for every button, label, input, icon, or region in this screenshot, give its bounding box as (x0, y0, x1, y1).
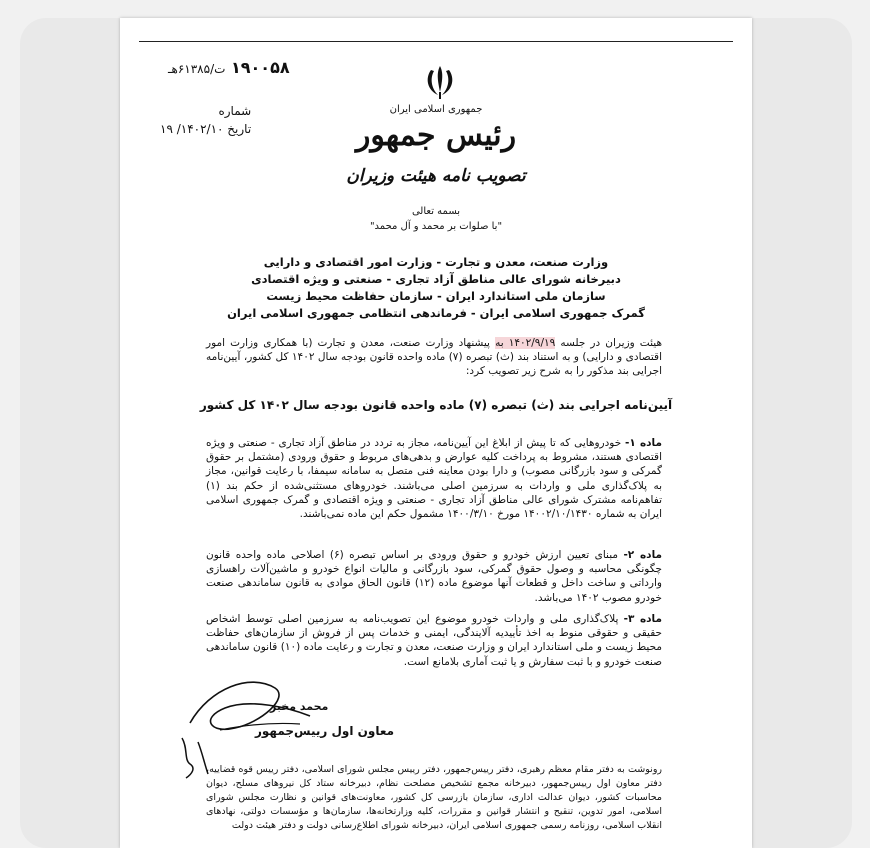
letter-number (168, 58, 290, 77)
cc-distribution: رونوشت به دفتر مقام معظم رهبری، دفتر رییس‌جمهور، دفتر رییس مجلس شورای اسلامی، دفتر رییس قوه قضاییه، دفتر معاون اول رییس‌جمهور، دبیرخانه مجمع تشخیص مصلحت نظام، دبیرخانه ستاد کل نیروهای مسلح، دیوان محاسبات کشور، دیوان عدالت اداری، سازمان بازرسی کل کشور، معاونت‌های قوانین و نظارت مجلس شورای اسلامی، امور تدوین، تنقیح و انتشار قوانین و مقررات، کلیه وزارتخانه‌ها، سازمان‌ها و مؤسسات دولتی، نهادهای انقلاب اسلامی، روزنامه رسمی جمهوری اسلامی ایران، دبیرخانه شورای اطلاع‌رسانی دولت و دفتر هیئت دولت (206, 764, 662, 831)
seal-line-2: رئیس جمهور (355, 118, 517, 153)
date-value: ۱۴۰۲/۱۰/ ۱۹ (160, 122, 224, 136)
article-label: ماده ۳- (623, 613, 662, 625)
shomare-label: شماره (218, 104, 252, 118)
signatory-title: معاون اول رییس‌جمهور (255, 724, 395, 738)
signatory-name: محمد مخبر (270, 700, 329, 713)
article-label: ماده ۲- (623, 549, 663, 561)
regulation-title: آیین‌نامه اجرایی بند (ث) تبصره (۷) ماده واحده قانون بودجه سال ۱۴۰۲ کل کشور (199, 398, 673, 412)
article-text: خودروهایی که تا پیش از ابلاغ این آیین‌نامه، مجاز به تردد در مناطق آزاد تجاری - صنعتی و ویژه اقتصادی هستند، مشروط به پرداخت کلیه عوارض و بدهی‌های مربوط و حقوق ورودی (مشتمل بر حقوق گمرکی و سود بازرگانی مصوب) و دارا بودن معاینه فنی متصل به سامانه سیمفا، با رعایت قوانین، مجاز به پلاک‌گذاری ملی و واردات به سرزمین اصلی می‌باشند. خودروهای مستثنی‌شده از حکم بند (۱) تفاهم‌نامه مشترک شورای عالی مناطق آزاد تجاری - صنعتی و ویژه اقتصادی و گمرک جمهوری اسلامی ایران به شماره ۱۴۰۰۲/۱۰/۱۴۳۰ مورخ ۱۴۰۰/۳/۱۰ مشمول حکم این ماده نمی‌باشند. (206, 437, 662, 521)
recipient-line: دبیرخانه شورای عالی مناطق آزاد تجاری - صنعتی و ویژه اقتصادی (251, 272, 621, 286)
recipient-line: سازمان ملی استاندارد ایران - سازمان حفاظت محیط زیست (266, 289, 606, 303)
top-rule (139, 41, 733, 42)
letter-number-prefix: ت/۶۱۳۸۵هـ (168, 62, 226, 76)
seal-line-1: جمهوری اسلامی ایران (389, 104, 483, 115)
intro-highlight: ۱۴۰۲/۹/۱۹ به (495, 337, 556, 349)
bismillah: بسمه تعالی (411, 206, 461, 217)
letter-number-main: ۱۹۰۰۵۸ (231, 58, 290, 77)
iran-emblem-icon (420, 62, 460, 102)
salawat: "با صلوات بر محمد و آل محمد" (369, 221, 503, 232)
article-3 (206, 612, 662, 669)
recipient-line: وزارت صنعت، معدن و تجارت - وزارت امور اقتصادی و دارایی (263, 255, 609, 269)
article-text: پلاک‌گذاری ملی و واردات خودرو موضوع این تصویب‌نامه به سرزمین اصلی توسط اشخاص حقیقی و حقوقی منوط به اخذ تأییدیه آلایندگی، ایمنی و خدمات پس از فروش از سازمان‌های حفاظت محیط زیست و ملی استاندارد ایران و وزارت صنعت، معدن و تجارت و رعایت ماده (۱۰) قانون ساماندهی صنعت خودرو و با ثبت سفارش و یا ثبت آماری بلامانع است. (206, 613, 663, 668)
article-2 (206, 548, 662, 605)
article-text: مبنای تعیین ارزش خودرو و حقوق ورودی بر اساس تبصره (۶) اصلاحی ماده واحده قانون چگونگی محاسبه و وصول حقوق گمرکی، سود بازرگانی و مالیات انواع خودرو و ماشین‌آلات راهسازی وارداتی و ساخت داخل و قطعات آنها موضوع ماده (۱۲) قانون الحاق موادی به قانون ساماندهی صنعت خودرو مصوب ۱۴۰۲ می‌باشد. (206, 549, 662, 604)
seal-line-3: تصویب نامه هیئت وزیران (346, 166, 526, 186)
intro-before: هیئت وزیران در جلسه (555, 337, 662, 349)
intro-after: پیشنهاد وزارت صنعت، معدن و تجارت (با همکاری وزارت امور اقتصادی و دارایی) و به استناد بند (ث) تبصره (۷) ماده واحده قانون بودجه سال ۱۴۰۲ کل کشور، آیین‌نامه اجرایی بند مذکور را به شرح زیر تصویب کرد: (206, 337, 662, 378)
date-label: تاریخ (227, 122, 252, 136)
article-1 (206, 436, 662, 521)
article-label: ماده ۱- (625, 437, 662, 449)
intro-paragraph (206, 336, 662, 379)
recipients (120, 254, 752, 322)
decree-page (120, 18, 752, 848)
recipient-line: گمرک جمهوری اسلامی ایران - فرماندهی انتظامی جمهوری اسلامی ایران (227, 306, 645, 320)
